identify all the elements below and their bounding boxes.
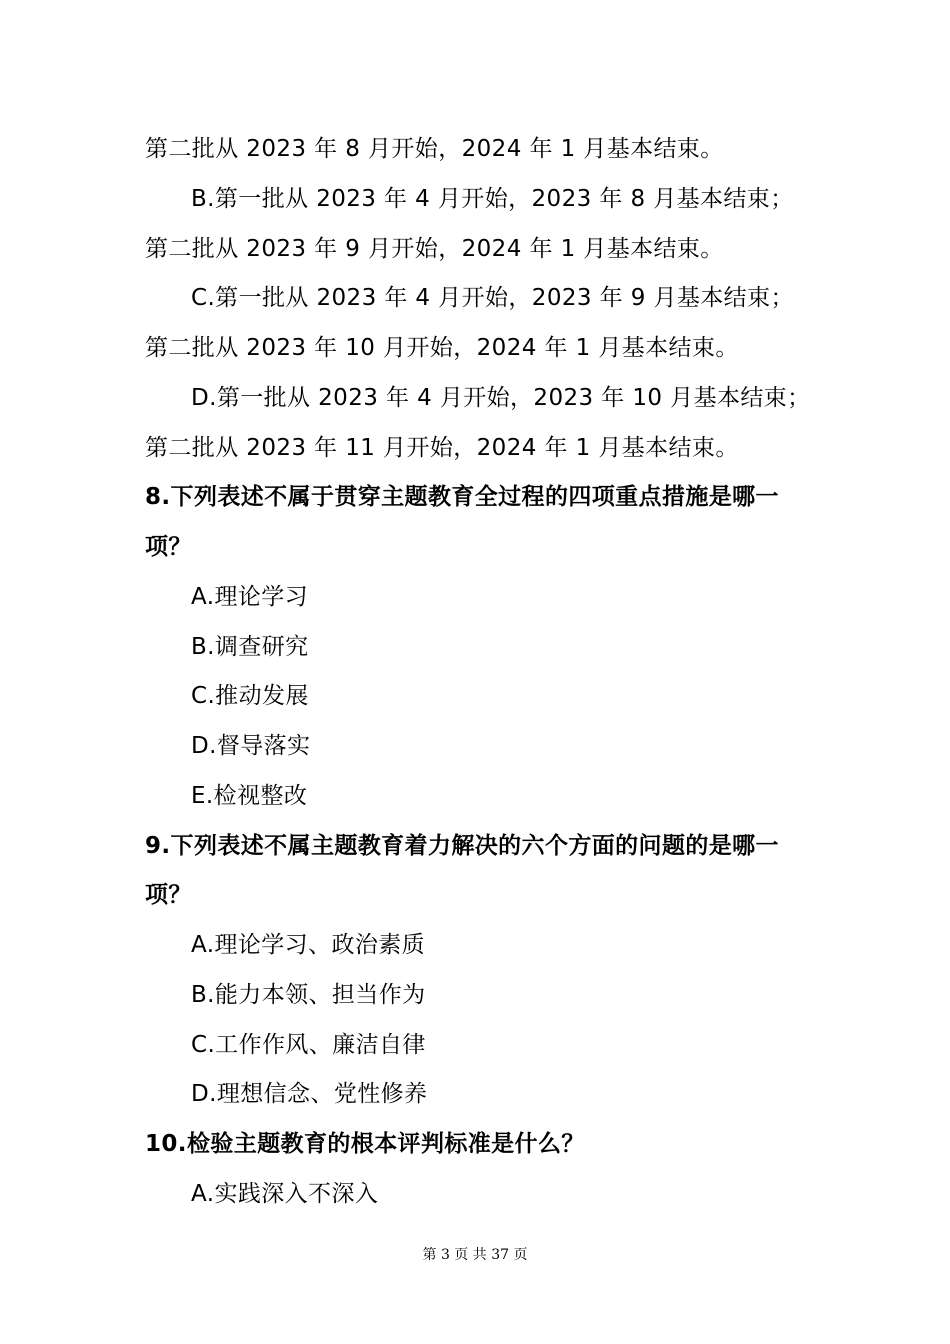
option-d-q8: D.督导落实: [191, 733, 311, 759]
option-a-q8: A.理论学习: [191, 584, 309, 610]
option-b-q8: B.调查研究: [191, 634, 309, 660]
option-text-line: 第二批从 2023 年 11 月开始，2024 年 1 月基本结束。: [145, 435, 739, 461]
option-a-q10: A.实践深入不深入: [191, 1181, 379, 1207]
question-10-heading: 10.检验主题教育的根本评判标准是什么？: [145, 1131, 585, 1157]
option-e-q8: E.检视整改: [191, 783, 308, 809]
question-8-heading: 8.下列表述不属于贯穿主题教育全过程的四项重点措施是哪一: [145, 484, 779, 510]
question-9-heading-cont: 项？: [145, 882, 192, 908]
option-text-line: 第二批从 2023 年 9 月开始，2024 年 1 月基本结束。: [145, 236, 724, 262]
option-d-q9: D.理想信念、党性修养: [191, 1081, 428, 1107]
option-a-q9: A.理论学习、政治素质: [191, 932, 426, 958]
question-9-heading: 9.下列表述不属主题教育着力解决的六个方面的问题的是哪一: [145, 833, 779, 859]
option-b-q9: B.能力本领、担当作为: [191, 982, 426, 1008]
option-text-line: 第二批从 2023 年 10 月开始，2024 年 1 月基本结束。: [145, 335, 739, 361]
option-c-q9: C.工作作风、廉洁自律: [191, 1032, 426, 1058]
option-d-q7: D.第一批从 2023 年 4 月开始，2023 年 10 月基本结束；: [191, 385, 811, 411]
option-c-q7: C.第一批从 2023 年 4 月开始，2023 年 9 月基本结束；: [191, 285, 794, 311]
page-footer: 第 3 页 共 37 页: [422, 1247, 528, 1263]
option-c-q8: C.推动发展: [191, 683, 309, 709]
question-8-heading-cont: 项？: [145, 534, 192, 560]
option-text-line: 第二批从 2023 年 8 月开始，2024 年 1 月基本结束。: [145, 136, 724, 162]
option-b-q7: B.第一批从 2023 年 4 月开始，2023 年 8 月基本结束；: [191, 186, 794, 212]
